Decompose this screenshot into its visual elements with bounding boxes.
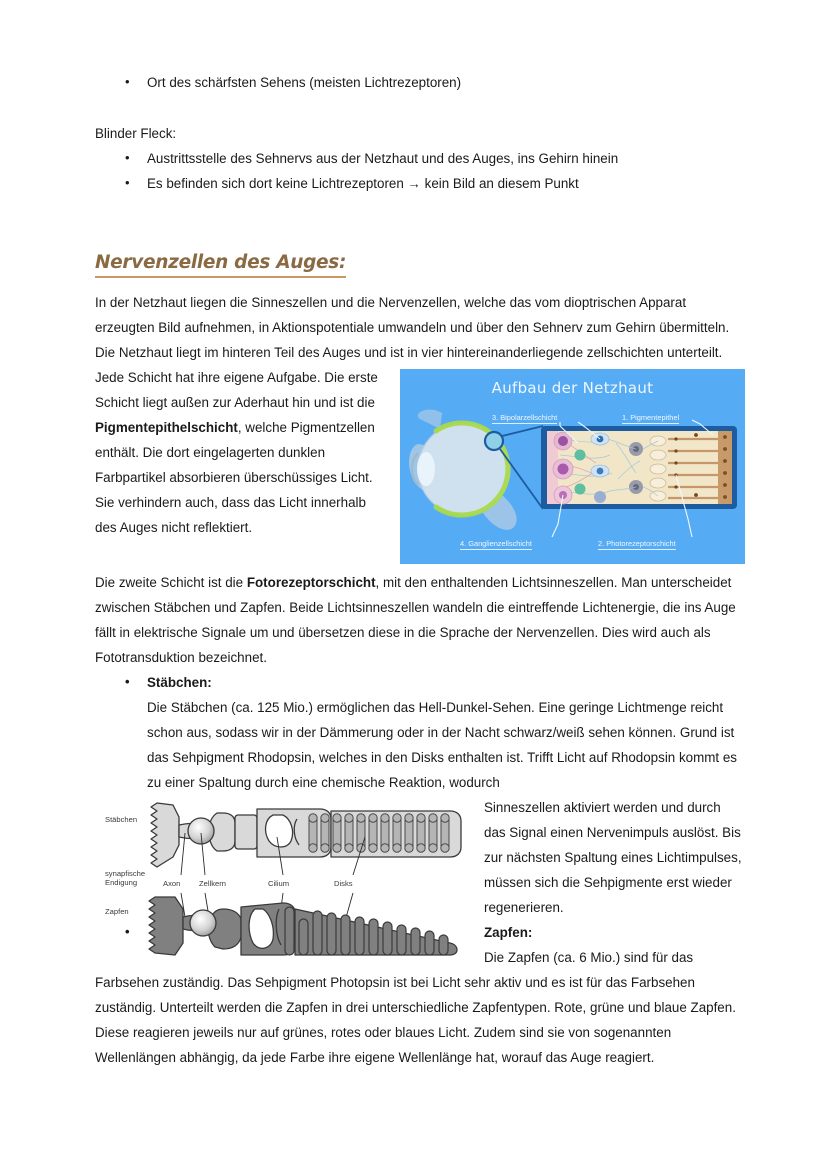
synapse-line-2: Endigung xyxy=(105,878,138,887)
photoreceptor-paragraph-part1: Die zweite Schicht ist die xyxy=(95,575,247,590)
list-item: • Es befinden sich dort keine Lichtrezeptoren → kein Bild an diesem Punkt xyxy=(95,171,745,196)
retina-diagram-figure xyxy=(400,369,745,564)
retina-diagram-title: Aufbau der Netzhaut xyxy=(491,379,654,397)
pigment-paragraph-part2: , welche Pigmentzellen enthält. Die dort eingelagerten dunklen Farbpartikel absorbieren überschüssiges Licht. Sie verhindern auch, dass das Licht innerhalb des Auges nicht reflektiert. xyxy=(95,420,375,535)
page-title: Nervenzellen des Auges: xyxy=(95,252,346,278)
top-bullet-list xyxy=(95,70,745,95)
photoreceptor-paragraph xyxy=(95,570,745,670)
list-item: • Austrittsstelle des Sehnervs aus der Netzhaut und des Auges, ins Gehirn hinein xyxy=(95,146,745,171)
intro-paragraph: In der Netzhaut liegen die Sinneszellen und die Nervenzellen, welche das vom dioptrischen Apparat erzeugten Bild aufnehmen, in Aktionspotentiale umwandeln und über den Sehnerv zum Gehirn übermitteln. Die Netzhaut liegt im hinteren Teil des Auges und ist in vier hintereinanderliegende zellschichten unterteilt. xyxy=(95,295,730,360)
photoreceptor-paragraph-bold: Fotorezeptorschicht xyxy=(246,575,376,590)
retina-cross-section xyxy=(541,426,737,509)
list-item: • Ort des schärfsten Sehens (meisten Lichtrezeptoren) xyxy=(95,70,745,95)
pigment-paragraph-bold: Pigmentepithelschicht xyxy=(95,420,238,435)
staebchen-paragraph: Die Stäbchen (ca. 125 Mio.) ermöglichen das Hell-Dunkel-Sehen. Eine geringe Lichtmenge reicht schon aus, sodass wir in der Dämmerung oder in der Nacht schwarz/weiß sehen können. Grund ist das Sehpigment Rhodopsin, welches in den Disks enthalten ist. Trifft Licht auf Rhodopsin kommt es zu einer Spaltung durch eine chemische Reaktion, wodurch xyxy=(147,700,737,790)
zapfen-bullet-list xyxy=(95,920,745,945)
rod-nucleus xyxy=(188,818,214,844)
blinder-fleck-label: Blinder Fleck: xyxy=(95,126,177,141)
photoreceptor-label-nucleus: Zellkern xyxy=(199,879,227,888)
list-item-staebchen: • Stäbchen: xyxy=(95,670,745,695)
photoreceptor-label-rod: Stäbchen xyxy=(105,815,138,824)
retina-label-ganglien: 4. Ganglienzellschicht xyxy=(460,539,532,548)
retina-label-bipolar: 3. Bipolarzellschicht xyxy=(492,413,558,422)
retina-diagram-svg xyxy=(400,369,745,564)
photoreceptor-label-synapse xyxy=(105,869,145,887)
photoreceptor-label-axon: Axon xyxy=(163,879,181,888)
blinder-fleck-bullet-list xyxy=(95,146,745,196)
document-content xyxy=(95,70,745,1070)
list-item-zapfen: • Zapfen: xyxy=(95,920,745,945)
synapse-line-1: synapfische xyxy=(105,869,146,878)
photoreceptor-paragraph-part2: , mit den enthaltenden Lichtsinneszellen. Man unterscheidet zwischen Stäbchen und Zapfen. Beide Lichtsinneszellen wandeln die eintreffende Lichtenergie, die ins Auge fällt in elektrische Signale um und übersetzen diese in die Sprache der Nervenzellen. Dies wird auch als Fototransduktion bezeichnet. xyxy=(95,575,736,665)
eye-illustration xyxy=(409,410,517,530)
photoreceptor-label-cone: Zapfen xyxy=(105,907,129,916)
pigment-paragraph-part1: Jede Schicht hat ihre eigene Aufgabe. Die erste Schicht liegt außen zur Aderhaut hin und ist die xyxy=(95,370,378,410)
retina-label-photorezeptor: 2. Photorezeptorschicht xyxy=(598,539,676,548)
photoreceptor-label-cilium: Cilium xyxy=(268,879,290,888)
zapfen-paragraph: Farbsehen zuständig. Das Sehpigment Photopsin ist bei Licht sehr aktiv und es ist für das Farbsehen zuständig. Unterteilt werden die Zapfen in drei unterschiedliche Zapfentypen. Rote, grüne und blaue Zapfen. Diese reagieren jeweils nur auf grünes, rotes oder blaues Licht. Zudem sind sie von sogenannten Wellenlängen abhängig, da jede Farbe ihre eigene Wellenlänge hat, worauf das Auge reagiert. xyxy=(95,975,736,1065)
photoreceptor-label-disks: Disks xyxy=(334,879,353,888)
retina-label-pigment: 1. Pigmentepithel xyxy=(622,413,680,422)
spacer xyxy=(95,196,745,252)
section-heading-wrapper xyxy=(95,252,745,278)
spacer xyxy=(95,95,745,121)
staebchen-paragraph-continued: Sinneszellen aktiviert werden und durch das Signal einen Nervenimpuls auslöst. Bis zur nächsten Spaltung eines Lichtimpulses, müssen sich die Sehpigmente erst wieder regenerieren. xyxy=(484,800,742,915)
zapfen-paragraph-intro: Die Zapfen (ca. 6 Mio.) sind für das xyxy=(484,950,694,965)
staebchen-bullet-list xyxy=(95,670,745,695)
